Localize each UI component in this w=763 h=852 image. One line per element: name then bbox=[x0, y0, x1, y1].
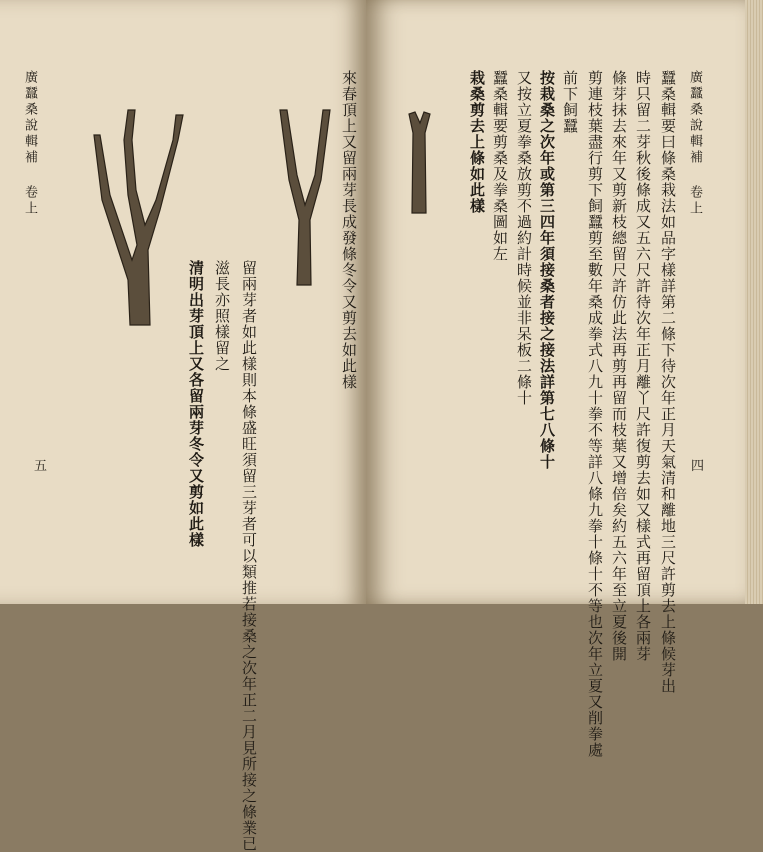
right-text-line-4: 剪連枝葉盡行剪下飼蠶剪至數年桑成拳式八九十拳不等詳八條九拳十條十不等也次年立夏又削拳處 bbox=[586, 70, 604, 758]
right-text-line-7: 又按立夏拳桑放剪不過約計時候並非呆板二條十 bbox=[515, 70, 533, 406]
pruned-tree-two-branch-illustration bbox=[275, 100, 335, 290]
right-text-line-9: 栽桑剪去上條如此樣 bbox=[468, 70, 486, 214]
pruned-stump-illustration bbox=[404, 108, 434, 218]
right-text-line-8: 蠶桑輯要剪桑及拳桑圖如左 bbox=[491, 70, 509, 262]
right-text-line-6: 按栽桑之次年或第三四年須接桑者接之接法詳第七八條十 bbox=[538, 70, 556, 470]
left-page-number: 五 bbox=[34, 459, 48, 474]
right-text-line-2: 時只留二芽秋後條成又五六尺許待次年正月離丫尺許復剪去如又樣式再留頂上各兩芽 bbox=[634, 70, 652, 662]
left-header-volume: 卷上 bbox=[22, 185, 37, 217]
left-text-line-4: 清明出芽頂上又各留兩芽冬令又剪如此樣 bbox=[187, 260, 205, 548]
right-text-line-3: 條芽抹去來年又剪新枝總留尺許仿此法再剪再留而枝葉又增倍矣約五六年至立夏後開 bbox=[610, 70, 628, 662]
left-text-line-2: 留兩芽者如此樣則本條盛旺須留三芽者可以類推若接桑之次年正二月見所接之條業已 bbox=[240, 260, 258, 852]
right-text-line-1: 蠶桑輯要曰條桑栽法如品字樣詳第二條下待次年正月天氣清和離地三尺許剪去上條候芽出 bbox=[659, 70, 677, 694]
left-page bbox=[0, 0, 366, 852]
right-page bbox=[366, 0, 763, 758]
pruned-tree-three-branch-illustration bbox=[90, 100, 190, 330]
right-text-line-5: 前下飼蠶 bbox=[561, 70, 579, 134]
page-edge bbox=[745, 0, 763, 604]
left-header-title: 廣蠶桑說輯補 bbox=[22, 70, 37, 166]
right-header-volume: 卷上 bbox=[687, 185, 702, 217]
left-text-line-3: 滋長亦照樣留之 bbox=[213, 260, 231, 372]
left-text-line-1: 來春頂上又留兩芽長成發條冬令又剪去如此樣 bbox=[340, 70, 358, 390]
right-page-number: 四 bbox=[691, 459, 705, 474]
right-header-title: 廣蠶桑說輯補 bbox=[687, 70, 702, 166]
